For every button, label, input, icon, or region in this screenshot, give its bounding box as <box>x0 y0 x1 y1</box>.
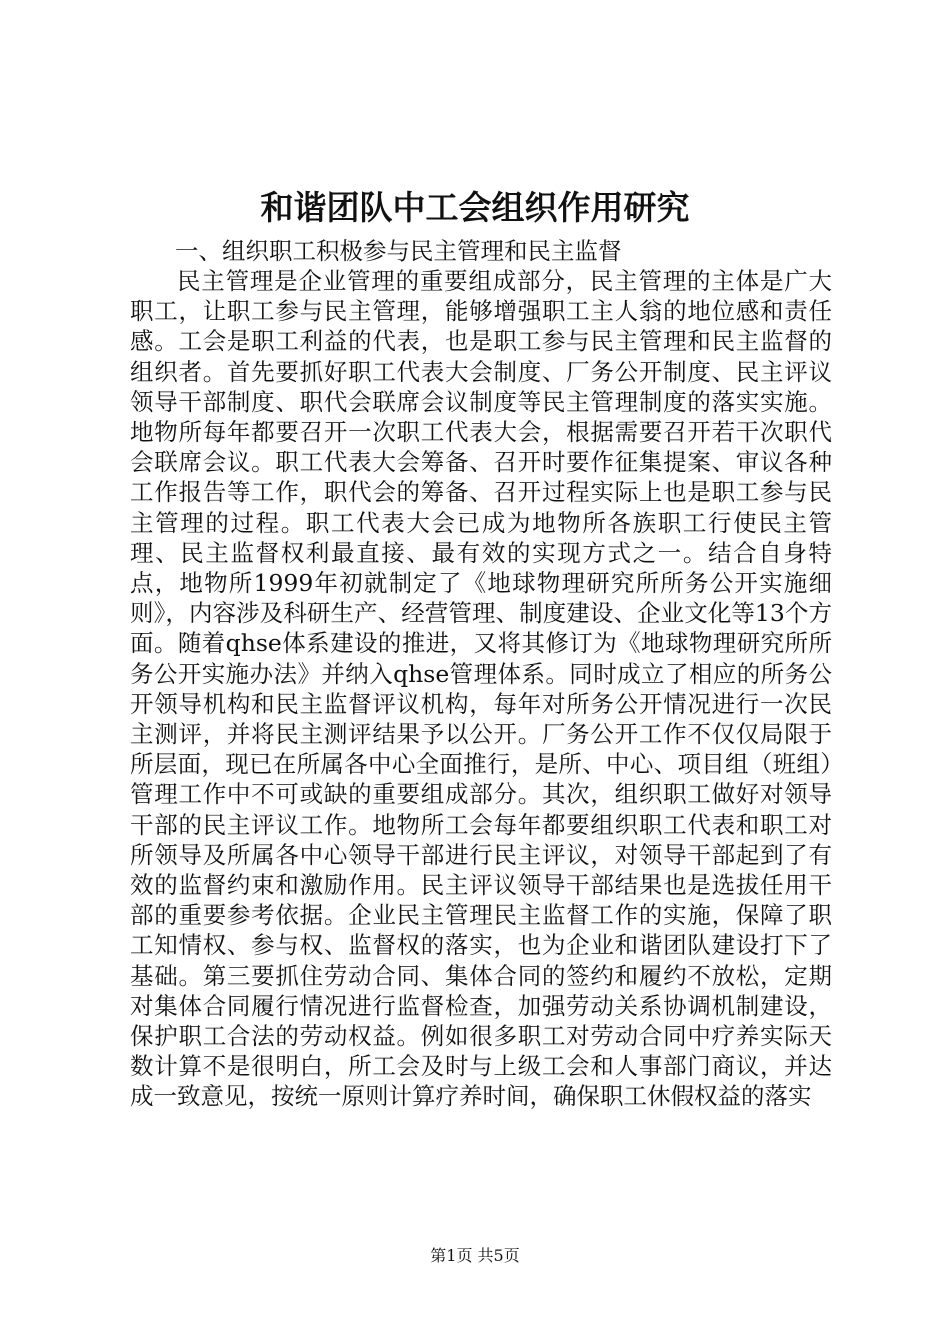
body-paragraph: 民主管理是企业管理的重要组成部分，民主管理的主体是广大职工，让职工参与民主管理，能够增强职工主人翁的地位感和责任感。工会是职工利益的代表，也是职工参与民主管理和民主监督的组织者。首先要抓好职工代表大会制度、厂务公开制度、民主评议领导干部制度、职代会联席会议制度等民主管理制度的落实实施。地物所每年都要召开一次职工代表大会，根据需要召开若干次职代会联席会议。职工代表大会筹备、召开时要作征集提案、审议各种工作报告等工作，职代会的筹备、召开过程实际上也是职工参与民主管理的过程。职工代表大会已成为地物所各族职工行使民主管理、民主监督权利最直接、最有效的实现方式之一。结合自身特点，地物所1999年初就制定了《地球物理研究所所务公开实施细则》，内容涉及科研生产、经营管理、制度建设、企业文化等13个方面。随着qhse体系建设的推进，又将其修订为《地球物理研究所所务公开实施办法》并纳入qhse管理体系。同时成立了相应的所务公开领导机构和民主监督评议机构，每年对所务公开情况进行一次民主测评，并将民主测评结果予以公开。厂务公开工作不仅仅局限于所层面，现已在所属各中心全面推行，是所、中心、项目组（班组）管理工作中不可或缺的重要组成部分。其次，组织职工做好对领导干部的民主评议工作。地物所工会每年都要组织职工代表和职工对所领导及所属各中心领导干部进行民主评议，对领导干部起到了有效的监督约束和激励作用。民主评议领导干部结果也是选拔任用干部的重要参考依据。企业民主管理民主监督工作的实施，保障了职工知情权、参与权、监督权的落实，也为企业和谐团队建设打下了基础。第三要抓住劳动合同、集体合同的签约和履约不放松，定期对集体合同履行情况进行监督检查，加强劳动关系协调机制建设，保护职工合法的劳动权益。例如很多职工对劳动合同中疗养实际天数计算不是很明白，所工会及时与上级工会和人事部门商议，并达成一致意见，按统一原则计算疗养时间，确保职工休假权益的落实 <box>130 267 832 1111</box>
page-number-footer: 第1页 共5页 <box>430 1246 520 1265</box>
document-title: 和谐团队中工会组织作用研究 <box>260 188 690 227</box>
section-heading: 一、组织职工积极参与民主管理和民主监督 <box>175 237 622 265</box>
